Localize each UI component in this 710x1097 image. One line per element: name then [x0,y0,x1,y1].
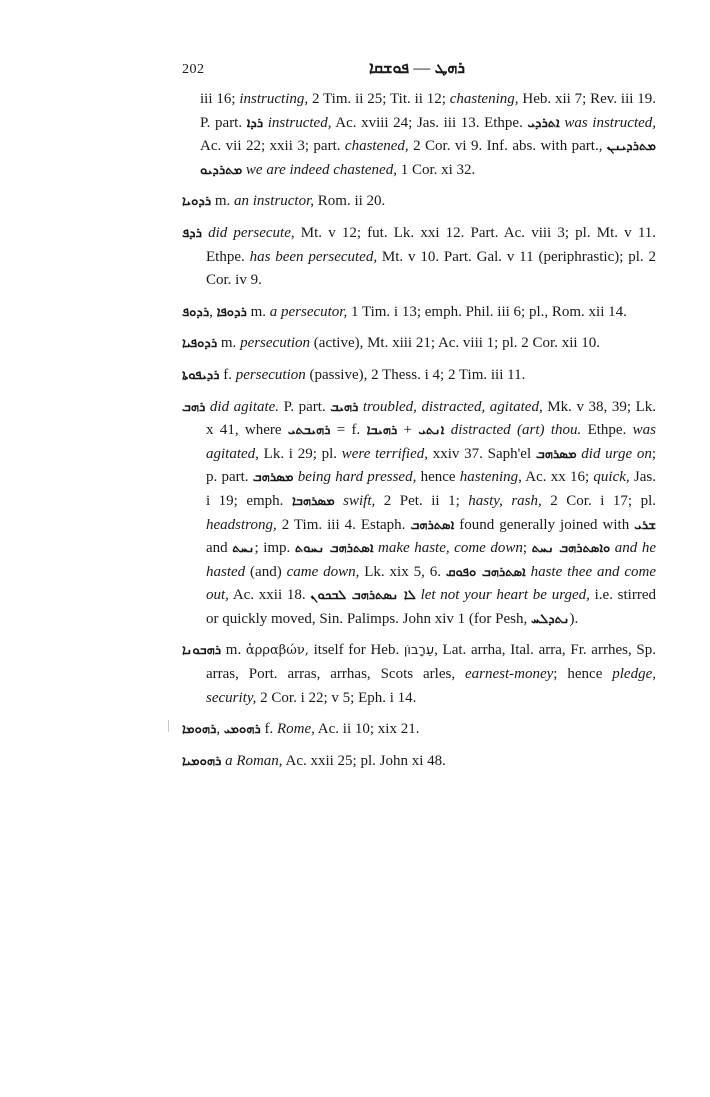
entry-persecutor [182,301,656,325]
italic-run: quick, [593,469,630,486]
syriac-word: ܐܣܬܪܗܒ ܘܦܘܩ [445,564,526,580]
text-run: f. [260,721,277,738]
text-run: iii 16; [200,91,240,107]
text-run: m. [211,193,235,210]
text-run: m. [217,335,241,352]
entry-did-persecute [182,222,656,293]
text-run: itself for Heb. [308,642,404,659]
text-run: (active), Mt. xiii 21; Ac. viii 1; pl. 2 Cor. xii 10. [310,335,601,352]
text-run: Heb. xii 7; Rev. iii 19. P. part. [200,91,656,131]
italic-run: haste thee and come out, [206,563,657,604]
syriac-word: ܐܣܬܪܗܒ [410,517,455,533]
italic-run: make haste, come down [378,540,523,557]
hebrew-word: עֵרָבוֹן [403,643,435,659]
italic-run: was instructed, [564,114,657,131]
italic-run: has been persecuted, [249,248,378,265]
syriac-word: ܪܕܐ [246,115,264,131]
italic-run: did agitate. [209,398,280,415]
text-run: and [206,540,233,557]
text-run: Ethpe. [581,422,633,439]
entry-continuation [182,88,656,182]
greek-word: ἀρραβών, [245,643,309,659]
syriac-word: ܪܗܘܡܝ [223,722,261,738]
syriac-word: ܡܬܪܕܝܢܢ ܡܬܪܕܝܘ [200,139,656,178]
entry-persecution-active [182,332,656,356]
text-run: (and) [245,563,287,580]
entry-instructor [182,190,656,214]
syriac-word: ܡܣܪܗܒܐ [291,493,335,509]
italic-run: let not your heart be urged, [420,587,590,604]
text-run: 2 Tim. iii 4. Estaph. [276,516,411,533]
entry-roman [182,750,656,774]
text-run: Ac. xviii 24; Jas. iii 13. Ethpe. [331,114,528,131]
running-head-dash: — [413,58,431,77]
syriac-word: ܪܕܝܦܘܬܐ [182,367,220,383]
text-run: f. [219,366,236,383]
text-run: ; imp. [254,540,295,557]
entry-did-agitate [182,396,656,632]
syriac-word: ܫܪܝ [634,517,656,533]
italic-run: a Roman, [225,752,283,769]
text-run: Ac. ii 10; xix 21. [314,721,420,738]
syriac-word: ܐܬܪܕܝ [527,115,560,131]
entry-rome [182,718,656,742]
entries-body [182,88,656,781]
text-run: Lk. i 29; pl. [258,445,342,462]
text-run: i.e. stirred or quickly moved, Sin. Palimps. John xiv 1 (for Pesh, [206,587,656,627]
text-run: 2 Tim. ii 25; Tit. ii 12; [308,91,450,107]
syriac-word: ܪܗܒ [182,399,206,415]
text-run: 2 Cor. vi 9. Inf. abs. with part., [408,138,607,155]
margin-mark [168,720,169,732]
page-number: 202 [182,62,205,77]
italic-run: came down, [286,563,360,580]
text-run [335,493,344,509]
italic-run: were terrified, [341,445,428,462]
text-run: 1 Tim. i 13; emph. Phil. iii 6; pl., Rom. xii 14. [347,303,627,320]
text-run: Jas. i 19; emph. [206,469,656,509]
syriac-word: ܪܗܝܒܐ [366,423,398,439]
italic-run: distracted (art) thou. [450,422,582,439]
text-run: found generally joined with [454,516,635,533]
italic-run: hastening, [459,469,522,486]
text-run: Mk. v 38, 39; Lk. x 41, where [206,398,656,439]
syriac-word: ܪܕܘܦܐ [216,304,247,320]
running-head [182,58,652,78]
italic-run: persecution [235,366,306,383]
italic-run: an instructor, [234,193,315,210]
text-run: Mt. v 10. Part. Gal. v 11 (periphrastic); pl. 2 Cor. iv 9. [206,248,656,289]
italic-run: troubled, distracted, agitated, [362,398,543,415]
text-run: Lk. xix 5, 6. [359,563,446,580]
text-run: Ac. xx 16; [521,469,594,486]
running-head-right: ܪܗܛ [434,58,466,77]
italic-run: we are indeed chastened, [245,161,397,178]
text-run: hence [416,469,460,486]
text-run: (passive), 2 Thess. i 4; 2 Tim. iii 11. [305,366,526,383]
syriac-word: ܐܢܬܝ [418,423,445,439]
text-run: 2 Pet. ii 1; [375,492,469,509]
text-run: ; hence [553,666,613,683]
italic-run: instructing, [239,91,309,107]
syriac-word: ܢܬܕܠܚ [531,611,570,627]
syriac-word: ܪܕܦ [182,225,202,241]
italic-run: chastened, [344,138,409,155]
text-run: + [397,422,419,439]
text-run: ). [569,610,579,627]
italic-run: swift, [343,492,376,509]
text-run: ; p. part. [206,445,657,486]
syriac-word: ܘܐܣܬܪܗܒ ܢܚܬ [531,541,611,557]
text-run: Ac. xxii 25; pl. John xi 48. [282,752,446,769]
text-run: ; [522,540,532,557]
italic-run: chastening, [449,91,519,107]
italic-run: was agitated, [206,422,657,462]
italic-run: pledge, security, [206,666,656,706]
entry-persecution-passive [182,364,656,388]
syriac-word: ܪܗܘܡܐ [182,722,217,738]
entry-pledge [182,639,656,710]
text-run: xxiv 37. Saph'el [428,445,536,462]
italic-run: being hard pressed, [297,469,417,486]
syriac-word: ܡܣܪܗܒ [535,446,577,462]
italic-run: Rome, [276,721,315,738]
text-run: m. [246,303,270,320]
italic-run: did persecute, [208,224,295,241]
syriac-word: ܪܕܘܦܝܐ [182,336,218,352]
italic-run: headstrong, [206,516,277,533]
page-header [182,58,652,82]
text-run: Ac. vii 22; xxii 3; part. [200,138,345,155]
text-run: Mt. v 12; fut. Lk. xxi 12. Part. Ac. viii 3; pl. Mt. v 11. Ethpe. [206,224,657,265]
syriac-word: ܐܣܬܪܗܒ ܢܚܘܬ [294,541,374,557]
text-run: P. part. [279,398,331,415]
syriac-word: ܪܕܘܦ [182,304,210,320]
italic-run: a persecutor, [269,303,348,320]
text-run: 2 Cor. i 17; pl. [541,492,656,509]
syriac-word: ܪܗܝܒܬܝ [287,423,331,439]
syriac-word: ܢܚܬ [232,541,255,557]
syriac-word: ܪܗܒܘܢܐ [182,643,222,659]
italic-run: persecution [240,335,311,352]
italic-run: hasty, rash, [468,492,542,509]
running-head-left: ܦܘܫܩܐ [368,58,410,77]
text-run: Rom. ii 20. [314,193,386,210]
syriac-word: ܡܣܪܗܒ [252,470,294,486]
text-run: 2 Cor. i 22; v 5; Eph. i 14. [256,689,417,706]
text-run: Ac. xxii 18. [228,587,311,604]
syriac-word: ܪܕܘܝܐ [182,194,212,210]
text-run: , [209,303,217,320]
italic-run: instructed, [267,114,332,131]
text-run: = f. [330,422,367,439]
text-run: , [216,721,224,738]
text-run: 1 Cor. xi 32. [396,161,476,178]
italic-run: did urge on [581,445,652,462]
italic-run: earnest-money [464,666,554,683]
syriac-word: ܪܗܝܒ [330,399,359,415]
syriac-word: ܪܗܘܡܝܐ [182,753,222,769]
text-run: m. [221,642,246,659]
text-run: , Lat. arrha, Ital. arra, Fr. arrhes, Sp. arras, Port. arras, arrhas, Scots arles, [206,642,656,683]
italic-run: and he hasted [206,540,656,580]
syriac-word: ܠܐ ܢܣܬܪܗܒ ܠܒܟܘܢ [310,588,416,604]
